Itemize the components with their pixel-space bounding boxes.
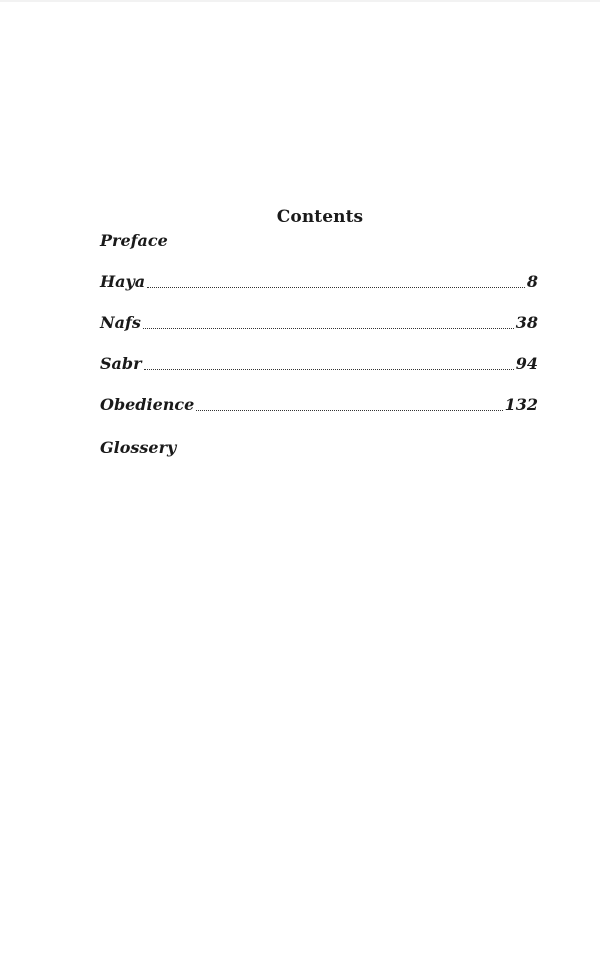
toc-entry-preface[interactable] (100, 230, 538, 252)
toc-entry-page-number: 132 (504, 395, 538, 414)
toc-entry-page-number: 38 (515, 313, 538, 332)
dot-leader (196, 410, 502, 411)
toc-entry-label: Sabr (100, 354, 142, 373)
toc-entry-label: Obedience (100, 395, 195, 414)
toc-entry-label: Haya (100, 272, 146, 291)
toc-entry-label: Glossery (100, 438, 177, 457)
dot-leader (143, 328, 514, 329)
dot-leader (147, 287, 525, 288)
toc-entry-page-number: 94 (515, 354, 538, 373)
toc-entry-haya[interactable] (100, 271, 538, 293)
toc-entry-label: Nafs (100, 313, 141, 332)
toc-entry-label: Preface (100, 231, 168, 250)
toc-entry-nafs[interactable] (100, 312, 538, 334)
toc-entry-obedience[interactable] (100, 394, 538, 416)
toc-entry-sabr[interactable] (100, 353, 538, 375)
contents-title: Contents (276, 207, 364, 227)
dot-leader (144, 369, 514, 370)
toc-entry-glossery[interactable] (100, 437, 538, 459)
toc-entry-page-number: 8 (526, 272, 538, 291)
